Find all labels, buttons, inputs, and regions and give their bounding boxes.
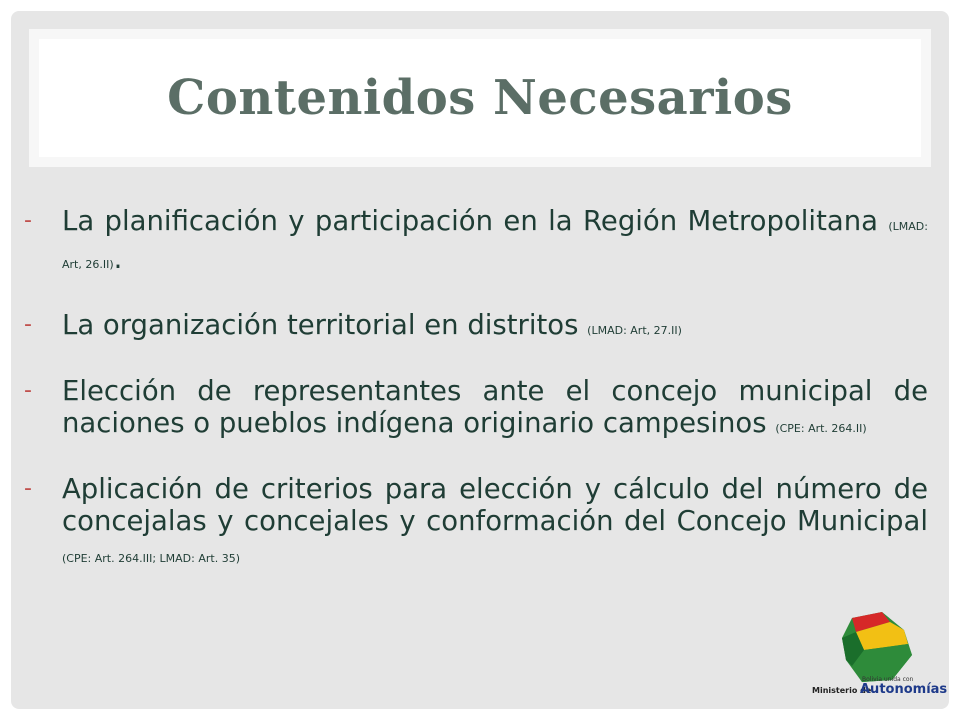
bullet-dash: - (24, 378, 32, 403)
bullet-item (24, 205, 928, 281)
bullet-text (62, 473, 928, 575)
bullet-reference: (CPE: Art. 264.II) (775, 422, 867, 435)
bullet-dash: - (24, 208, 32, 233)
bullet-item (24, 309, 928, 347)
logo-name: Autonomías (860, 682, 948, 697)
bullet-dash: - (24, 476, 32, 501)
title-frame (29, 29, 931, 167)
bullet-reference: (LMAD: Art, 26.II) (62, 220, 928, 271)
ministry-logo (812, 610, 952, 705)
bullet-main-text: Elección de representantes ante el concejo municipal de naciones o pueblos indígena originario campesinos (62, 375, 928, 439)
bullet-text (62, 205, 928, 281)
bullet-main-text: La organización territorial en distritos (62, 309, 579, 341)
bullet-tail: . (113, 243, 123, 275)
bullet-item (24, 375, 928, 445)
bullet-main-text: La planificación y participación en la Región Metropolitana (62, 205, 878, 237)
slide-title: Contenidos Necesarios (167, 70, 793, 126)
bolivia-map-icon (812, 610, 952, 685)
logo-tagline: Bolivia unida con (862, 676, 914, 683)
bullet-dash: - (24, 312, 32, 337)
logo-ministry: Ministerio de (812, 686, 872, 695)
bullet-reference: (LMAD: Art, 27.II) (587, 324, 682, 337)
bullet-list (24, 205, 928, 603)
bullet-main-text: Aplicación de criterios para elección y cálculo del número de concejalas y concejales y conformación del Concejo Municipal (62, 473, 928, 537)
bullet-reference: (CPE: Art. 264.III; LMAD: Art. 35) (62, 552, 240, 565)
bullet-item (24, 473, 928, 575)
bullet-text (62, 309, 928, 347)
title-box (39, 39, 921, 157)
bullet-text (62, 375, 928, 445)
